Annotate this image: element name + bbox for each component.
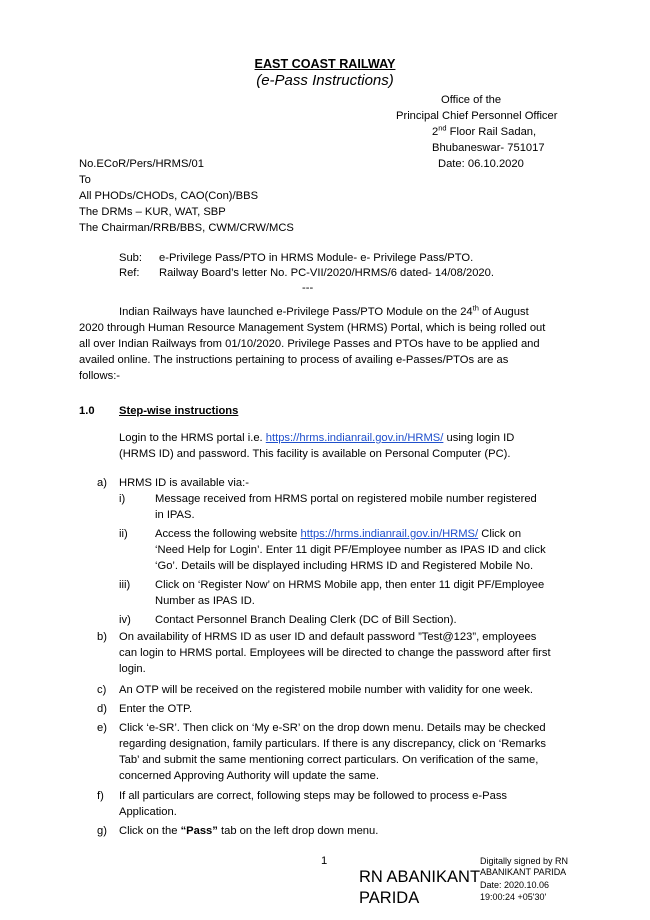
document-subtitle: (e-Pass Instructions) [256,72,394,89]
separator: --- [302,282,314,294]
sub-marker-iii: iii) [119,579,131,591]
signer-name-line: PARIDA [359,889,420,907]
document-title: EAST COAST RAILWAY [254,57,396,71]
hrms-website-link[interactable]: https://hrms.indianrail.gov.in/HRMS/ [300,528,479,540]
item-f-line: Application. [119,806,177,818]
sub-item-ii-line: Access the following website https://hrms.indianrail.gov.in/HRMS/ Click on [155,528,522,540]
signature-detail: 19:00:24 +05'30' [480,892,547,902]
item-e-line: regarding designation, family particulars. If there is any discrepancy, click on ‘Remarks [119,738,546,750]
sub-item-i-line: in IPAS. [155,509,195,521]
item-b-line: can login to HRMS portal. Employees will be directed to change the password after first [119,647,551,659]
signer-name-line: RN ABANIKANT [359,868,481,886]
recipient-line: The Chairman/RRB/BBS, CWM/CRW/MCS [79,222,294,234]
sub-item-iii-line: Number as IPAS ID. [155,595,255,607]
item-a-text: HRMS ID is available via:- [119,477,249,489]
item-e-line: concerned Approving Authority will update the same. [119,770,379,782]
section-number: 1.0 [79,405,95,417]
sub-item-i-line: Message received from HRMS portal on registered mobile number registered [155,493,537,505]
sub-marker-i: i) [119,493,126,505]
item-b-line: login. [119,663,146,675]
sub-marker-ii: ii) [119,528,128,540]
list-marker-c: c) [97,684,107,696]
login-line-1: Login to the HRMS portal i.e. https://hrms.indianrail.gov.in/HRMS/ using login ID [119,432,515,444]
office-line-1: Office of the [441,94,502,106]
list-marker-b: b) [97,631,107,643]
subject-text: e-Privilege Pass/PTO in HRMS Module- e- Privilege Pass/PTO. [159,252,474,264]
recipient-line: All PHODs/CHODs, CAO(Con)/BBS [79,190,259,202]
item-d-text: Enter the OTP. [119,703,193,715]
list-marker-e: e) [97,722,107,734]
intro-line: 2020 through Human Resource Management System (HRMS) Portal, which is being rolled out [79,322,546,334]
list-marker-g: g) [97,825,107,837]
office-line-3: 2nd Floor Rail Sadan, [432,123,537,138]
office-line-4: Bhubaneswar- 751017 [432,142,545,154]
item-e-line: Tab’ and submit the same mentioning correct particulars. On verification of the same, [119,754,539,766]
reference-label: Ref: [119,267,140,279]
recipient-line: The DRMs – KUR, WAT, SBP [79,206,226,218]
list-marker-d: d) [97,703,107,715]
reference-number: No.ECoR/Pers/HRMS/01 [79,158,204,170]
login-line-2: (HRMS ID) and password. This facility is available on Personal Computer (PC). [119,448,511,460]
sub-item-ii-line: ‘Go’. Details will be displayed including HRMS ID and Registered Mobile No. [155,560,534,572]
page-number: 1 [321,855,328,867]
list-marker-a: a) [97,477,107,489]
intro-line: follows:- [79,370,121,382]
sub-item-ii-line: ‘Need Help for Login’. Enter 11 digit PF/Employee number as IPAS ID and click [155,544,546,556]
subject-label: Sub: [119,252,143,264]
to-label: To [79,174,91,186]
item-f-line: If all particulars are correct, following steps may be followed to process e-Pass [119,790,508,802]
intro-line: availed online. The instructions pertaining to process of availing e-Passes/PTOs are as [79,354,509,366]
signature-detail: ABANIKANT PARIDA [480,867,567,877]
reference-text: Railway Board’s letter No. PC-VII/2020/HRMS/6 dated- 14/08/2020. [159,267,494,279]
signature-detail: Digitally signed by RN [480,856,569,866]
letter-date: Date: 06.10.2020 [438,158,524,170]
hrms-portal-link[interactable]: https://hrms.indianrail.gov.in/HRMS/ [265,432,444,444]
item-c-text: An OTP will be received on the registered mobile number with validity for one week. [119,684,533,696]
item-b-line: On availability of HRMS ID as user ID and default password ”Test@123”, employees [119,631,537,643]
sub-item-iii-line: Click on ‘Register Now’ on HRMS Mobile app, then enter 11 digit PF/Employee [155,579,545,591]
intro-line: Indian Railways have launched e-Privilege Pass/PTO Module on the 24th of August [119,303,529,318]
sub-marker-iv: iv) [119,614,131,626]
intro-line: all over Indian Railways from 01/10/2020. Privilege Passes and PTOs have to be applied and [79,338,540,350]
sub-item-iv-line: Contact Personnel Branch Dealing Clerk (DC of Bill Section). [155,614,457,626]
item-g-text: Click on the “Pass” tab on the left drop down menu. [119,825,379,837]
item-e-line: Click ‘e-SR’. Then click on ‘My e-SR’ on the drop down menu. Details may be checked [119,722,546,734]
signature-detail: Date: 2020.10.06 [480,880,550,890]
section-title: Step-wise instructions [119,405,239,417]
office-line-2: Principal Chief Personnel Officer [396,110,558,122]
list-marker-f: f) [97,790,104,802]
